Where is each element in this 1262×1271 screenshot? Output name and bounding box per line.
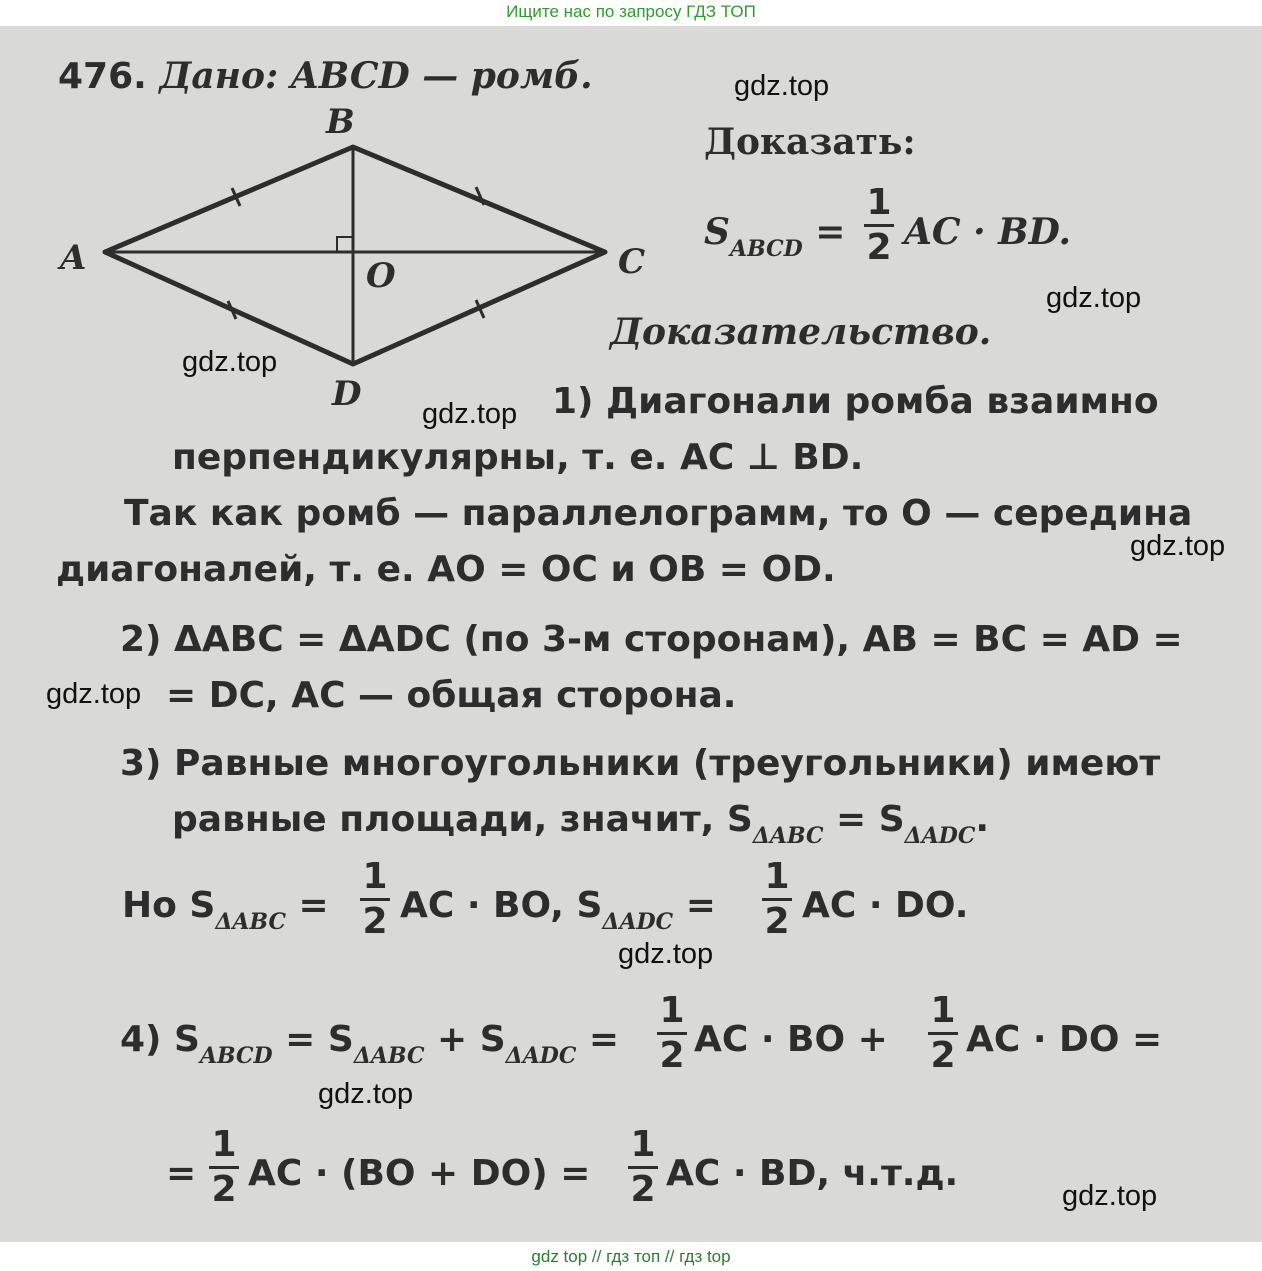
label-d: D <box>332 374 362 414</box>
watermark: gdz.top <box>1046 282 1142 314</box>
step3-line2: равные площади, значит, $S_{\Delta ABC} = S_{\Delta ADC}$. <box>172 799 990 849</box>
step5-eq: = <box>166 1153 197 1194</box>
rhombus-outline <box>105 147 605 364</box>
bottom-banner[interactable]: gdz top // гдз топ // гдз top <box>531 1247 731 1266</box>
top-banner[interactable]: Ищите нас по запросу ГДЗ ТОП <box>506 2 756 21</box>
problem-number: 476. <box>58 56 147 97</box>
step5-end: AC · BD, ч.т.д. <box>666 1153 959 1194</box>
step4-line1a: 4) $S_{ABCD} = S_{\Delta ABC} + S_{\Delta ADC}$ = <box>120 1019 620 1069</box>
step1-line1: 1) Диагонали ромба взаимно <box>552 381 1159 422</box>
label-o: O <box>366 256 396 296</box>
step1-line2: перпендикулярны, т. е. AC ⊥ BD. <box>172 437 864 478</box>
step2-line1: 2) ΔABC = ΔADC (по 3-м сторонам), AB = BC = AD = <box>120 619 1183 660</box>
step2-line2: = DC, AC — общая сторона. <box>166 675 737 716</box>
step1-line4: диагоналей, т. е. AO = OC и OB = OD. <box>56 549 836 590</box>
label-c: C <box>618 242 646 282</box>
prove-eq: = <box>815 211 846 253</box>
watermark: gdz.top <box>618 938 714 970</box>
prove-formula-left <box>704 211 846 262</box>
given-word: Дано <box>159 55 265 97</box>
step1-line3: Так как ромб — параллелограмм, то O — середина <box>124 493 1193 534</box>
fraction-half: 1 2 <box>760 858 794 941</box>
step3-line3c: AC · DO. <box>802 885 969 926</box>
textbook-scan <box>0 26 1262 1242</box>
watermark: gdz.top <box>46 678 142 710</box>
fraction-half: 1 2 <box>626 1126 660 1209</box>
fraction-half: 1 2 <box>358 858 392 941</box>
step5-middle: AC · (BO + DO) = <box>248 1153 591 1194</box>
step4-line1b: AC · BO + <box>694 1019 888 1060</box>
step4-line1c: AC · DO = <box>966 1019 1163 1060</box>
label-b: B <box>326 102 355 142</box>
fraction-half: 1 2 <box>926 992 960 1075</box>
fraction-half: 1 2 <box>207 1126 241 1209</box>
proof-label: Доказательство. <box>610 311 992 353</box>
prove-formula-right: AC · BD. <box>904 211 1072 253</box>
watermark: gdz.top <box>318 1078 414 1110</box>
watermark: gdz.top <box>1130 530 1226 562</box>
prove-sub: ABCD <box>730 236 803 262</box>
label-a: A <box>60 238 87 278</box>
watermark: gdz.top <box>422 398 518 430</box>
rhombus-figure <box>0 26 700 426</box>
watermark: gdz.top <box>1062 1180 1158 1212</box>
prove-label: Доказать: <box>704 121 916 163</box>
step3-line1: 3) Равные многоугольники (треугольники) имеют <box>120 743 1161 784</box>
watermark: gdz.top <box>182 346 278 378</box>
right-angle-mark <box>337 237 353 252</box>
prove-s: S <box>704 211 730 253</box>
step3-line3b: AC · BO, $S_{\Delta ADC}$ = <box>400 885 716 935</box>
fraction-half: 1 2 <box>862 184 896 267</box>
fraction-half: 1 2 <box>655 992 689 1075</box>
given-text: : ABCD — ромб. <box>264 55 593 97</box>
step3-line3a: Но $S_{\Delta ABC}$ = <box>122 885 329 935</box>
watermark: gdz.top <box>734 70 830 102</box>
